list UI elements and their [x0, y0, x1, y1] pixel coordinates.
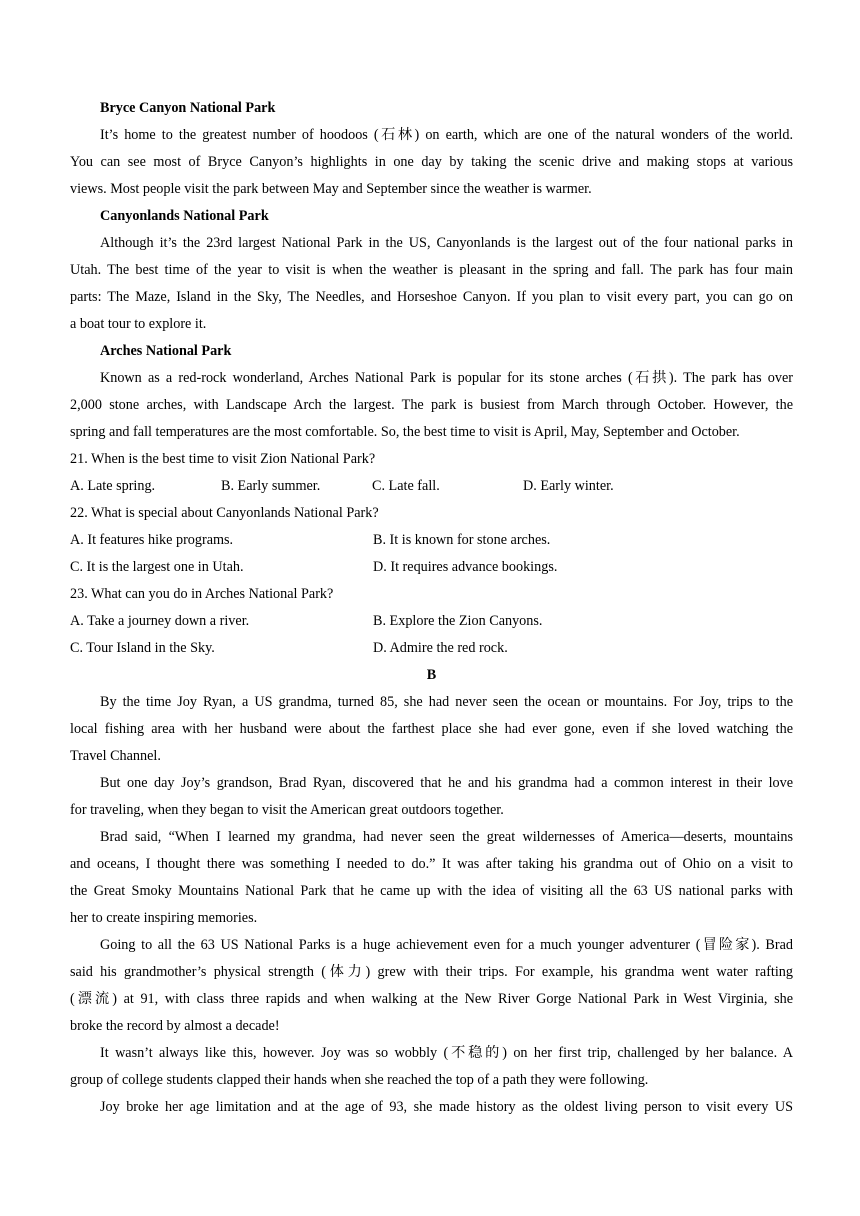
option-b: B. Explore the Zion Canyons.	[373, 613, 543, 629]
option-a: A. Late spring.	[70, 478, 156, 494]
bryce-heading: Bryce Canyon National Park	[100, 100, 276, 116]
canyonlands-line: a boat tour to explore it.	[70, 316, 207, 332]
option-b: B. Early summer.	[221, 478, 321, 494]
option-c: C. Tour Island in the Sky.	[70, 640, 215, 656]
arches-line: Known as a red-rock wonderland, Arches National Park is popular for its stone arches (石拱). The park has over	[100, 370, 793, 386]
canyonlands-line: Although it’s the 23rd largest National Park in the US, Canyonlands is the largest out of the four national parks in	[100, 235, 793, 251]
bryce-line: You can see most of Bryce Canyon’s highlights in one day by taking the scenic drive and making stops at various	[70, 154, 793, 170]
canyonlands-line: parts: The Maze, Island in the Sky, The Needles, and Horseshoe Canyon. If you plan to visit every part, you can go on	[70, 289, 793, 305]
passage-line: said his grandmother’s physical strength (体力) grew with their trips. For example, his grandma went water rafting	[70, 964, 793, 980]
bryce-line: views. Most people visit the park between May and September since the weather is warmer.	[70, 181, 592, 197]
passage-line: Travel Channel.	[70, 748, 161, 764]
bryce-line: It’s home to the greatest number of hoodoos (石林) on earth, which are one of the natural wonders of the world.	[100, 127, 793, 143]
option-a: A. Take a journey down a river.	[70, 613, 250, 629]
question-stem: 21. When is the best time to visit Zion National Park?	[70, 451, 376, 467]
option-d: D. It requires advance bookings.	[373, 559, 558, 575]
passage-line: group of college students clapped their hands when she reached the top of a path they were following.	[70, 1072, 649, 1088]
passage-line: Joy broke her age limitation and at the age of 93, she made history as the oldest living person to visit every US	[100, 1099, 793, 1115]
option-a: A. It features hike programs.	[70, 532, 234, 548]
passage-line: By the time Joy Ryan, a US grandma, turned 85, she had never seen the ocean or mountains. For Joy, trips to the	[100, 694, 793, 710]
arches-line: spring and fall temperatures are the most comfortable. So, the best time to visit is April, May, September and October.	[70, 424, 740, 440]
passage-line: But one day Joy’s grandson, Brad Ryan, discovered that he and his grandma had a common interest in their love	[100, 775, 793, 791]
passage-line: Brad said, “When I learned my grandma, had never seen the great wildernesses of America—deserts, mountains	[100, 829, 793, 845]
arches-heading: Arches National Park	[100, 343, 232, 359]
passage-line: broke the record by almost a decade!	[70, 1018, 280, 1034]
question-options	[70, 608, 793, 635]
question-options	[70, 635, 793, 662]
question-options	[70, 527, 793, 554]
option-c: C. It is the largest one in Utah.	[70, 559, 244, 575]
canyonlands-heading: Canyonlands National Park	[100, 208, 269, 224]
question-stem: 22. What is special about Canyonlands National Park?	[70, 505, 379, 521]
canyonlands-line: Utah. The best time of the year to visit is when the weather is pleasant in the spring and fall. The park has four main	[70, 262, 793, 278]
option-c: C. Late fall.	[372, 478, 440, 494]
passage-line: Going to all the 63 US National Parks is a huge achievement even for a much younger adventurer (冒险家). Brad	[100, 937, 793, 953]
arches-line: 2,000 stone arches, with Landscape Arch the largest. The park is busiest from March through October. However, the	[70, 397, 793, 413]
passage-line: for traveling, when they began to visit the American great outdoors together.	[70, 802, 504, 818]
passage-line: (漂流) at 91, with class three rapids and when walking at the New River Gorge National Park in West Virginia, she	[70, 991, 793, 1007]
section-b-title: B	[426, 667, 437, 683]
option-b: B. It is known for stone arches.	[373, 532, 551, 548]
question-options	[70, 554, 793, 581]
passage-line: local fishing area with her husband were about the farthest place she had ever gone, even if she loved watching the	[70, 721, 793, 737]
passage-line: the Great Smoky Mountains National Park that he came up with the idea of visiting all the 63 US national parks with	[70, 883, 793, 899]
passage-line: It wasn’t always like this, however. Joy was so wobbly (不稳的) on her first trip, challenged by her balance. A	[100, 1045, 793, 1061]
option-d: D. Early winter.	[523, 478, 614, 494]
passage-line: her to create inspiring memories.	[70, 910, 258, 926]
question-stem: 23. What can you do in Arches National Park?	[70, 586, 334, 602]
passage-line: and oceans, I thought there was something I needed to do.” It was after taking his grandma out of Ohio on a visit to	[70, 856, 793, 872]
option-d: D. Admire the red rock.	[373, 640, 508, 656]
question-options	[70, 473, 793, 500]
